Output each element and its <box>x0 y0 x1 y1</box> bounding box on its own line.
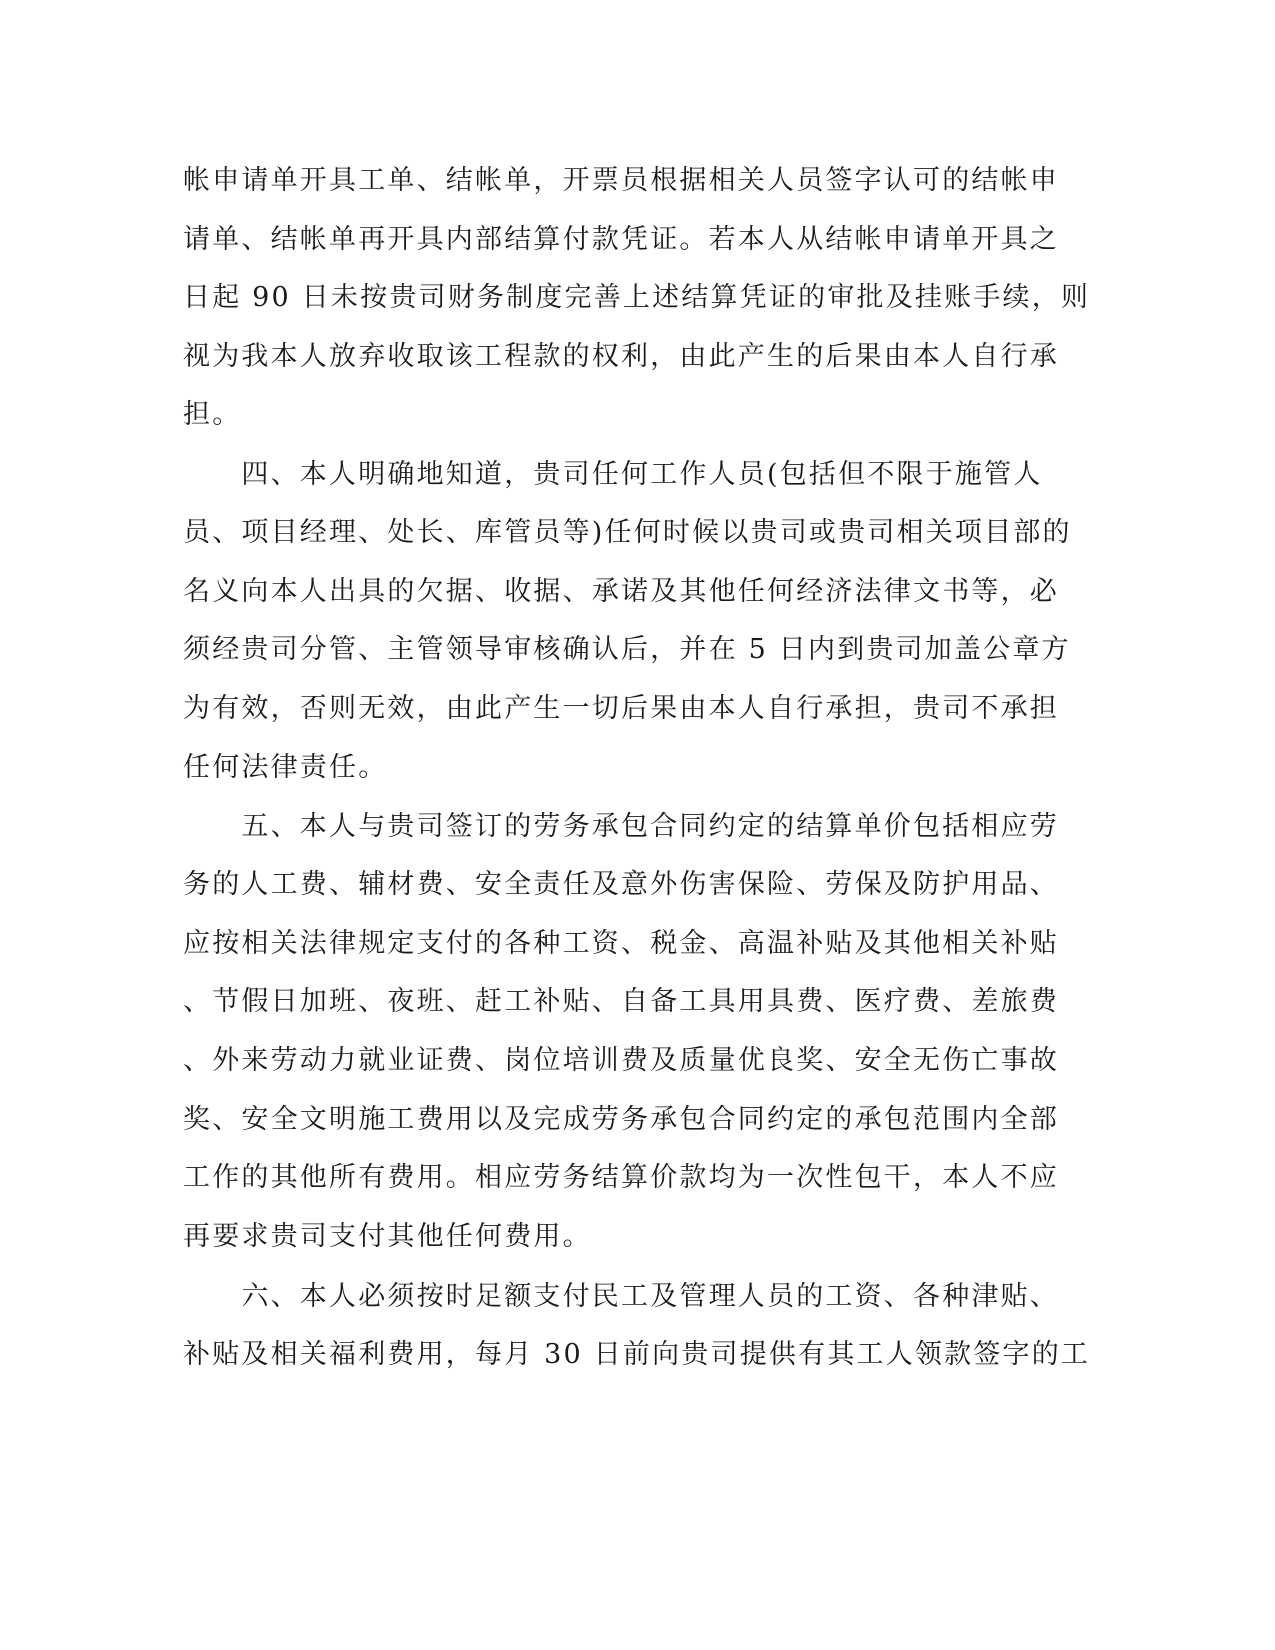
text-line: 须经贵司分管、主管领导审核确认后，并在 5 日内到贵司加盖公章方 <box>183 634 1071 665</box>
text-line: 员、项目经理、处长、库管员等)任何时候以贵司或贵司相关项目部的 <box>183 517 1072 548</box>
text-line: 日起 90 日未按贵司财务制度完善上述结算凭证的审批及挂账手续，则 <box>183 282 1091 313</box>
text-line: 务的人工费、辅材费、安全责任及意外伤害保险、劳保及防护用品、 <box>183 869 1059 900</box>
text-line: 帐申请单开具工单、结帐单，开票员根据相关人员签字认可的结帐申 <box>183 165 1059 196</box>
text-line: 、节假日加班、夜班、赶工补贴、自备工具用具费、医疗费、差旅费 <box>183 986 1059 1017</box>
text-line: 六、本人必须按时足额支付民工及管理人员的工资、各种津贴、 <box>183 1281 1059 1312</box>
text-line: 奖、安全文明施工费用以及完成劳务承包合同约定的承包范围内全部 <box>183 1104 1059 1135</box>
text-line: 请单、结帐单再开具内部结算付款凭证。若本人从结帐申请单开具之 <box>183 224 1059 255</box>
text-line: 再要求贵司支付其他任何费用。 <box>183 1221 592 1252</box>
text-line: 名义向本人出具的欠据、收据、承诺及其他任何经济法律文书等，必 <box>183 576 1059 607</box>
text-line: 为有效，否则无效，由此产生一切后果由本人自行承担，贵司不承担 <box>183 693 1059 724</box>
text-line: 担。 <box>183 399 242 430</box>
text-line: 应按相关法律规定支付的各种工资、税金、高温补贴及其他相关补贴 <box>183 928 1059 959</box>
text-line: 、外来劳动力就业证费、岗位培训费及质量优良奖、安全无伤亡事故 <box>183 1045 1059 1076</box>
text-line: 补贴及相关福利费用，每月 30 日前向贵司提供有其工人领款签字的工 <box>183 1339 1091 1370</box>
text-line: 四、本人明确地知道，贵司任何工作人员(包括但不限于施管人 <box>183 459 1043 490</box>
text-line: 任何法律责任。 <box>183 752 388 783</box>
text-line: 视为我本人放弃收取该工程款的权利，由此产生的后果由本人自行承 <box>183 341 1059 372</box>
text-line: 五、本人与贵司签订的劳务承包合同约定的结算单价包括相应劳 <box>183 811 1059 842</box>
text-line: 工作的其他所有费用。相应劳务结算价款均为一次性包干，本人不应 <box>183 1162 1059 1193</box>
